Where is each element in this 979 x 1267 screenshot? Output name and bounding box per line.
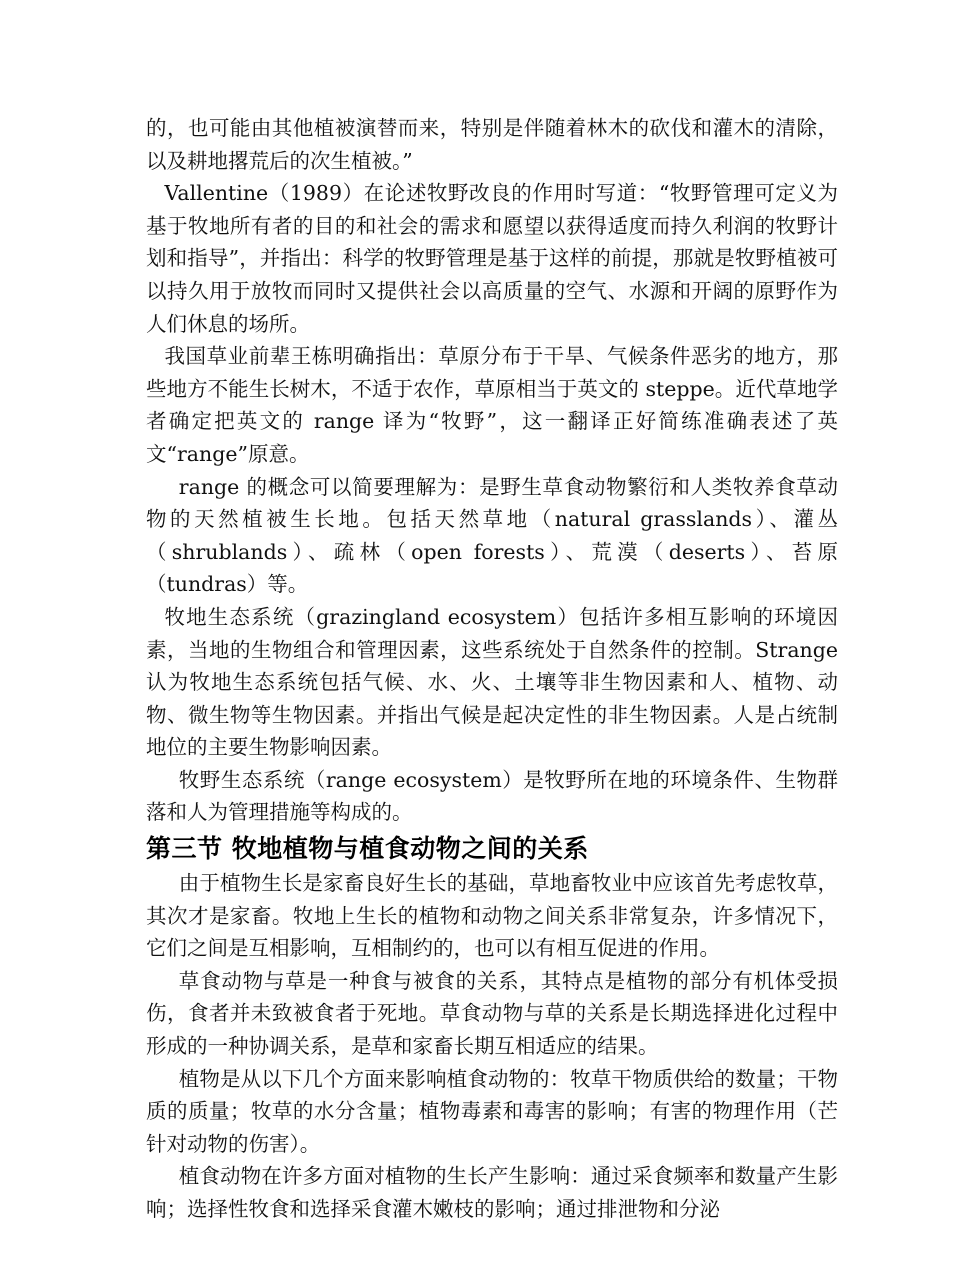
paragraph-grazingland-ecosystem: 牧地生态系统（grazingland ecosystem）包括许多相互影响的环境因素，当地的生物组合和管理因素，这些系统处于自然条件的控制。Strange 认为牧地生态系统包括气候、水、火、土壤等非生物因素和人、植物、动物、微生物等生物因素。并指出气候是起决定性的非生物因素。人是占统制地位的主要生物影响因素。 <box>146 604 838 760</box>
section-title: 第三节 牧地植物与植食动物之间的关系 <box>146 834 589 864</box>
paragraph-continuation: 的，也可能由其他植被演替而来，特别是伴随着林木的砍伐和灌木的清除，以及耕地撂荒后的次生植被。” <box>146 116 838 173</box>
paragraph-range-concept: range 的概念可以简要理解为：是野生草食动物繁衍和人类牧养食草动物的天然植被生长地。包括天然草地（natural grasslands）、灌丛（shrublands）、疏林（open forests）、荒漠（deserts）、苔原（tundras）等。 <box>146 474 838 597</box>
paragraph-plant-growth: 由于植物生长是家畜良好生长的基础，草地畜牧业中应该首先考虑牧草，其次才是家畜。牧地上生长的植物和动物之间关系非常复杂，许多情况下，它们之间是互相影响，互相制约的，也可以有相互促进的作用。 <box>146 871 838 961</box>
document-page <box>146 112 838 1226</box>
paragraph-wang-dong: 我国草业前辈王栋明确指出：草原分布于干旱、气候条件恶劣的地方，那些地方不能生长树木，不适于农作，草原相当于英文的 steppe。近代草地学者确定把英文的 range 译为“牧野”，这一翻译正好简练准确表述了英文“range”原意。 <box>146 344 838 466</box>
paragraph-herbivore-effects: 植食动物在许多方面对植物的生长产生影响：通过采食频率和数量产生影响；选择性牧食和选择采食灌木嫩枝的影响；通过排泄物和分泌 <box>146 1164 838 1221</box>
paragraph-vallentine: Vallentine（1989）在论述牧野改良的作用时写道：“牧野管理可定义为基于牧地所有者的目的和社会的需求和愿望以获得适度而持久利润的牧野计划和指导”，并指出：科学的牧野管理是基于这样的前提，那就是牧野植被可以持久用于放牧而同时又提供社会以高质量的空气、水源和开阔的原野作为人们休息的场所。 <box>146 181 838 336</box>
paragraph-herbivore-relation: 草食动物与草是一种食与被食的关系，其特点是植物的部分有机体受损伤，食者并未致被食者于死地。草食动物与草的关系是长期选择进化过程中形成的一种协调关系，是草和家畜长期互相适应的结果。 <box>146 968 838 1059</box>
paragraph-plant-effects: 植物是从以下几个方面来影响植食动物的：牧草干物质供给的数量；干物质的质量；牧草的水分含量；植物毒素和毒害的影响；有害的物理作用（芒针对动物的伤害）。 <box>146 1066 838 1156</box>
paragraph-range-ecosystem: 牧野生态系统（range ecosystem）是牧野所在地的环境条件、生物群落和人为管理措施等构成的。 <box>146 767 838 825</box>
